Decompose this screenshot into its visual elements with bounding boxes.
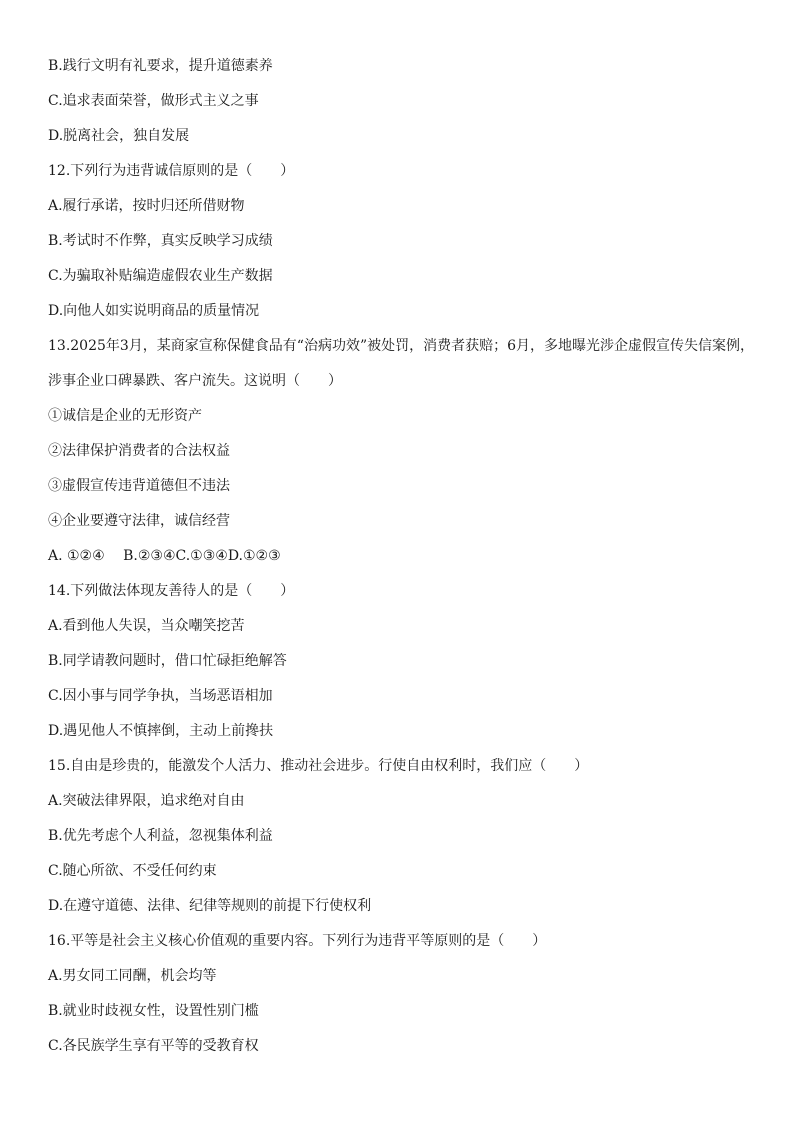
q15-option-a: A.突破法律界限，追求绝对自由 bbox=[48, 793, 245, 809]
q16-option-a: A.男女同工同酬，机会均等 bbox=[48, 968, 217, 984]
q15-option-c: C.随心所欲、不受任何约束 bbox=[48, 863, 217, 879]
q16-stem: 16.平等是社会主义核心价值观的重要内容。下列行为违背平等原则的是（ ） bbox=[48, 933, 547, 949]
q14-option-c: C.因小事与同学争执，当场恶语相加 bbox=[48, 688, 273, 704]
q12-option-c: C.为骗取补贴编造虚假农业生产数据 bbox=[48, 268, 273, 284]
q11-option-b: B.践行文明有礼要求，提升道德素养 bbox=[48, 58, 273, 74]
q15-option-b: B.优先考虑个人利益，忽视集体利益 bbox=[48, 828, 273, 844]
q12-option-d: D.向他人如实说明商品的质量情况 bbox=[48, 303, 260, 319]
q15-stem: 15.自由是珍贵的，能激发个人活力、推动社会进步。行使自由权利时，我们应（ ） bbox=[48, 758, 589, 774]
q13-statement-4: ④企业要遵守法律，诚信经营 bbox=[48, 513, 230, 529]
q16-option-b: B.就业时歧视女性，设置性别门槛 bbox=[48, 1003, 259, 1019]
q13-statement-3: ③虚假宣传违背道德但不违法 bbox=[48, 478, 230, 494]
q13-stem-line1: 13.2025年3月，某商家宣称保健食品有“治病功效”被处罚，消费者获赔；6月，多地曝光涉企虚假宣传失信案例， bbox=[48, 338, 755, 354]
q14-option-a: A.看到他人失误，当众嘲笑挖苦 bbox=[48, 618, 245, 634]
q15-option-d: D.在遵守道德、法律、纪律等规则的前提下行使权利 bbox=[48, 898, 372, 914]
q16-option-c: C.各民族学生享有平等的受教育权 bbox=[48, 1038, 259, 1054]
q14-option-d: D.遇见他人不慎摔倒，主动上前搀扶 bbox=[48, 723, 274, 739]
q12-option-b: B.考试时不作弊，真实反映学习成绩 bbox=[48, 233, 273, 249]
q12-stem: 12.下列行为违背诚信原则的是（ ） bbox=[48, 163, 295, 179]
q13-stem-line2: 涉事企业口碑暴跌、客户流失。这说明（ ） bbox=[48, 373, 342, 389]
q11-option-d: D.脱离社会，独自发展 bbox=[48, 128, 190, 144]
q14-option-b: B.同学请教问题时，借口忙碌拒绝解答 bbox=[48, 653, 287, 669]
q11-option-c: C.追求表面荣誉，做形式主义之事 bbox=[48, 93, 259, 109]
q13-statement-2: ②法律保护消费者的合法权益 bbox=[48, 443, 230, 459]
q13-options: A. ①②④ B.②③④C.①③④D.①②③ bbox=[48, 548, 281, 564]
q13-statement-1: ①诚信是企业的无形资产 bbox=[48, 408, 202, 424]
q14-stem: 14.下列做法体现友善待人的是（ ） bbox=[48, 583, 295, 599]
q12-option-a: A.履行承诺，按时归还所借财物 bbox=[48, 198, 245, 214]
